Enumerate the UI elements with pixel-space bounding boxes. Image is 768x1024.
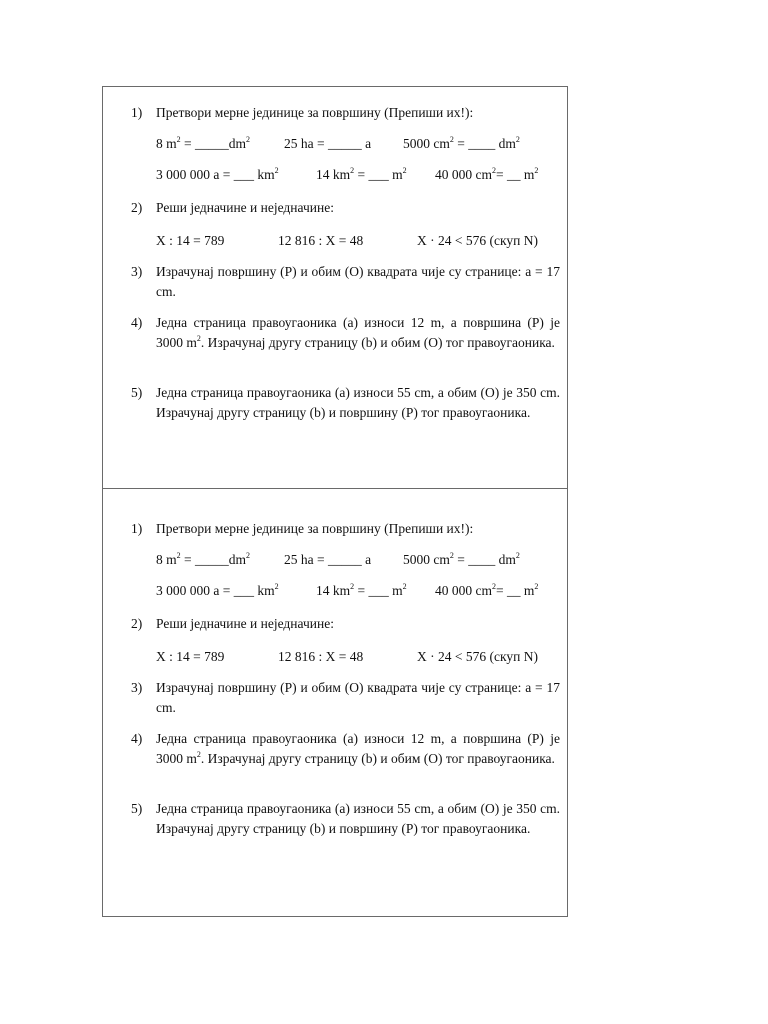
task-number: 2) <box>131 200 143 215</box>
equation: X : 14 = 789 <box>156 649 225 664</box>
conversion-item: 3 000 000 a = ___ $km^2$ <box>156 166 279 182</box>
conversion-item: 14 $km^2$ = ___ $m^2$ <box>316 582 407 598</box>
conversion-item: 5000 $cm^2$ = ____ $dm^2$ <box>403 551 520 567</box>
task-text: Реши једначине и неједначине: <box>156 616 334 631</box>
conversion-item: 14 $km^2$ = ___ $m^2$ <box>316 166 407 182</box>
task-text: Једна страница правоугаоника (a) износи 55 cm, а обим (O) је 350 cm. Израчунај другу страницу (b) и површину (P) тог правоугаоника. <box>156 801 560 836</box>
task-text: Израчунај површину (P) и обим (O) квадрата чије су странице: a = 17 cm. <box>156 264 560 299</box>
worksheet-page <box>102 86 568 917</box>
task-number: 2) <box>131 616 143 631</box>
task-number: 3) <box>131 680 143 695</box>
equation: X : 14 = 789 <box>156 233 225 248</box>
task-number: 1) <box>131 521 143 536</box>
task-text: Претвори мерне јединице за површину (Препиши их!): <box>156 105 474 120</box>
task-text: Претвори мерне јединице за површину (Препиши их!): <box>156 521 474 536</box>
conversion-item: 5000 $cm^2$ = ____ $dm^2$ <box>403 135 520 151</box>
task-number: 5) <box>131 385 143 400</box>
conversion-item: 25 ha = _____ a <box>284 136 372 151</box>
conversion-item: 40 000 $cm^2=$ __ $m^2$ <box>435 582 539 598</box>
equation: X · 24 < 576 (скуп N) <box>417 233 538 248</box>
task-number: 5) <box>131 801 143 816</box>
task-number: 1) <box>131 105 143 120</box>
conversion-item: 8 $m^2$ = $\_\_\_\_\_dm^2$ <box>156 551 251 567</box>
conversion-item: 8 $m^2$ = $\_\_\_\_\_dm^2$ <box>156 135 251 151</box>
task-number: 4) <box>131 315 143 330</box>
task-text: Једна страница правоугаоника (a) износи 55 cm, а обим (O) је 350 cm. Израчунај другу страницу (b) и површину (P) тог правоугаоника. <box>156 385 560 420</box>
cut-line-divider <box>103 488 567 489</box>
task-number: 4) <box>131 731 143 746</box>
task-text: Једна страница правоугаоника (a) износи 12 m, а површина (P) је 3000 $m^2$. Израчунај другу страницу (b) и обим (O) тог правоугаоника. <box>156 731 560 766</box>
task-text: Израчунај површину (P) и обим (O) квадрата чије су странице: a = 17 cm. <box>156 680 560 715</box>
conversion-item: 40 000 $cm^2=$ __ $m^2$ <box>435 166 539 182</box>
conversion-item: 25 ha = _____ a <box>284 552 372 567</box>
task-number: 3) <box>131 264 143 279</box>
task-text: Једна страница правоугаоника (a) износи 12 m, а површина (P) је 3000 $m^2$. Израчунај другу страницу (b) и обим (O) тог правоугаоника. <box>156 315 560 350</box>
equation: 12 816 : X = 48 <box>278 649 364 664</box>
task-text: Реши једначине и неједначине: <box>156 200 334 215</box>
equation: 12 816 : X = 48 <box>278 233 364 248</box>
conversion-item: 3 000 000 a = ___ $km^2$ <box>156 582 279 598</box>
equation: X · 24 < 576 (скуп N) <box>417 649 538 664</box>
